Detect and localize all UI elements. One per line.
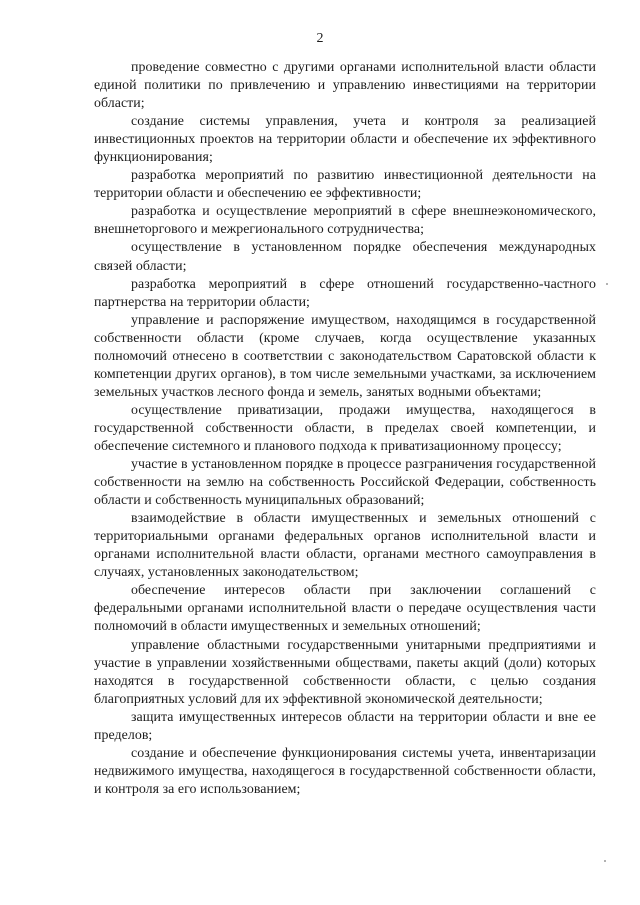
paragraph-investment-development: разработка мероприятий по развитию инвестиционной деятельности на территории области и обеспечению ее эффективности; (94, 168, 596, 202)
paragraph-real-estate-accounting: создание и обеспечение функционирования системы учета, инвентаризации недвижимого имущества, находящегося в государственной собственности области, и контроля за его использованием; (94, 745, 596, 797)
paragraph-property-management: управление и распоряжение имуществом, находящимся в государственной собственности области (кроме случаев, когда осуществление указанных полномочий отнесено в соответствии с законодательством Саратовской области к компетенции других органов), в том числе земельными участками, за исключением земельных участков лесного фонда и земель, занятых водными объектами; (94, 312, 596, 400)
paragraph-public-private-partnership: разработка мероприятий в сфере отношений государственно-частного партнерства на территории области; (94, 276, 596, 310)
paragraph-privatization: осуществление приватизации, продажи имущества, находящегося в государственной собственности области, в пределах своей компетенции, и обеспечение системного и планового подхода к приватизационному процессу; (94, 402, 596, 454)
paragraph-land-delimitation: участие в установленном порядке в процессе разграничения государственной собственности на землю на собственность Российской Федерации, собственность области и собственность муниципальных образований; (94, 457, 596, 509)
paragraph-foreign-economic-cooperation: разработка и осуществление мероприятий в сфере внешнеэкономического, внешнеторгового и межрегионального сотрудничества; (94, 204, 596, 238)
paragraph-investment-control-system: создание системы управления, учета и контроля за реализацией инвестиционных проектов на территории области и обеспечение их эффективного функционирования; (94, 114, 596, 166)
paragraph-international-relations: осуществление в установленном порядке обеспечения международных связей области; (94, 240, 596, 274)
scan-speck (604, 860, 606, 862)
paragraph-interagency-cooperation: взаимодействие в области имущественных и земельных отношений с территориальными органами федеральных органов исполнительной власти и органами исполнительной власти области, органами местного самоуправления в случаях, установленных законодательством; (94, 511, 596, 581)
paragraph-federal-agreements: обеспечение интересов области при заключении соглашений с федеральными органами исполнительной власти о передаче осуществления части полномочий в области имущественных и земельных отношений; (94, 583, 596, 635)
document-body (94, 59, 596, 799)
paragraph-unitary-enterprises: управление областными государственными унитарными предприятиями и участие в управлении хозяйственными обществами, пакеты акций (доли) которых находятся в государственной собственности области, с целью создания благоприятных условий для их эффективной экономической деятельности; (94, 637, 596, 707)
paragraph-investment-policy: проведение совместно с другими органами исполнительной власти области единой политики по привлечению и управлению инвестициями на территории области; (94, 60, 596, 112)
page-number: 2 (316, 31, 324, 46)
paragraph-property-protection: защита имущественных интересов области на территории области и вне ее пределов; (94, 709, 596, 743)
scan-speck (606, 283, 608, 285)
